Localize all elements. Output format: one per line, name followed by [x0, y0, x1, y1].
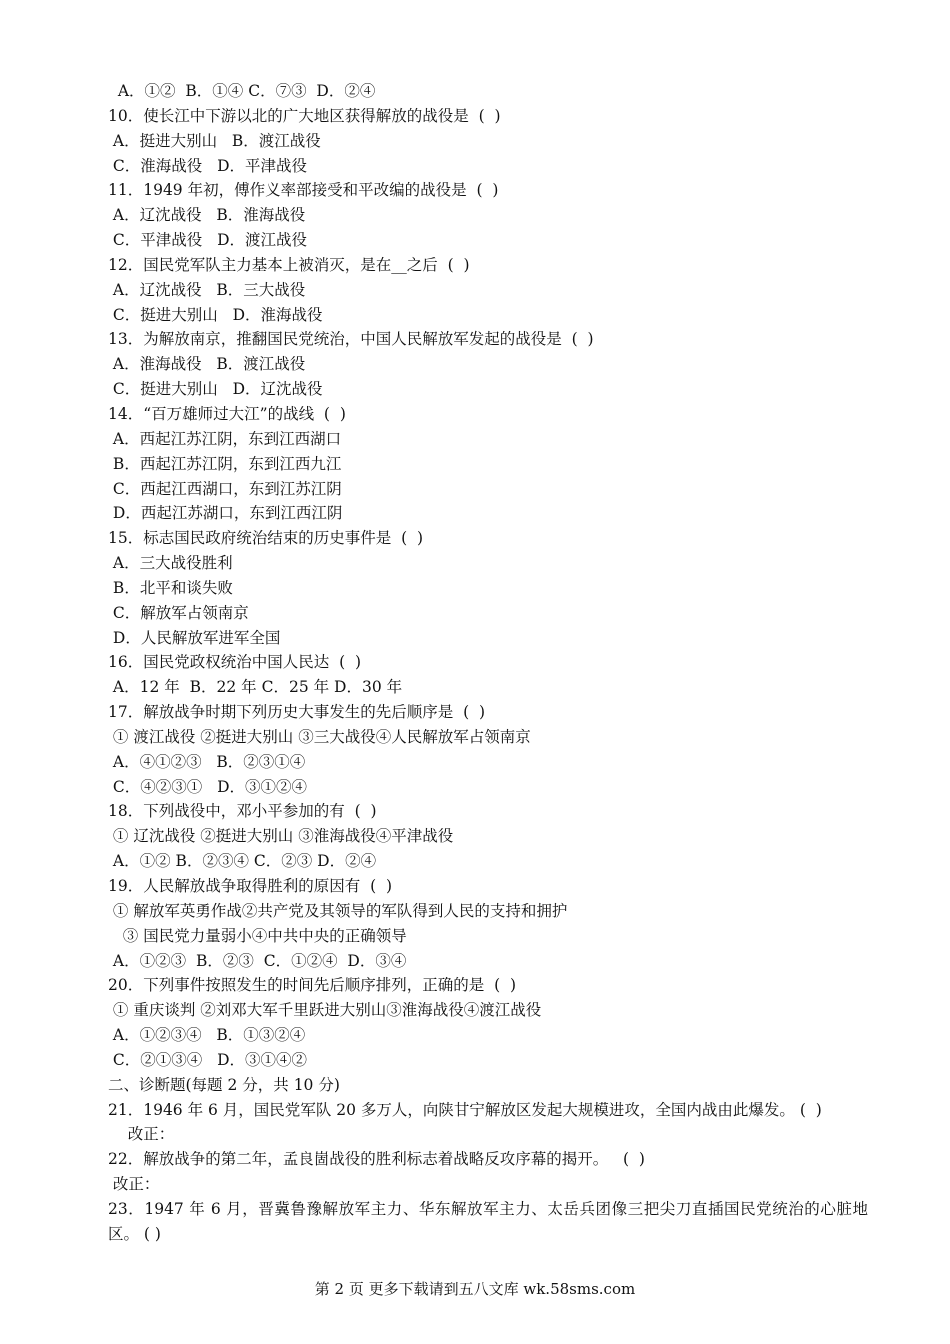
- text-line: D．西起江苏湖口，东到江西江阴: [108, 504, 343, 523]
- text-line: 15．标志国民政府统治结束的历史事件是 ( ): [108, 529, 424, 548]
- text-line: B．西起江苏江阴，东到江西九江: [108, 454, 342, 473]
- text-line: 19．人民解放战争取得胜利的原因有 ( ): [108, 877, 393, 895]
- text-line: C．④②③① D．③①②④: [108, 777, 307, 796]
- text-line: A．辽沈战役 B．淮海战役: [108, 206, 306, 225]
- text-line: 二、诊断题(每题 2 分，共 10 分): [108, 1075, 340, 1094]
- text-line: A．①② B．①④ C．⑦③ D．②④: [108, 82, 376, 100]
- text-line: 14．“百万雄师过大江”的战线 ( ): [108, 404, 346, 423]
- text-line: 17．解放战争时期下列历史大事发生的先后顺序是 ( ): [108, 703, 486, 722]
- text-line: 13．为解放南京，推翻国民党统治，中国人民解放军发起的战役是 ( ): [108, 330, 594, 349]
- text-line: A．三大战役胜利: [108, 554, 233, 573]
- text-line: 10．使长江中下游以北的广大地区获得解放的战役是 ( ): [108, 106, 501, 125]
- text-line: ① 渡江战役 ②挺进大别山 ③三大战役④人民解放军占领南京: [108, 727, 531, 746]
- text-line: 18．下列战役中，邓小平参加的有 ( ): [108, 802, 377, 821]
- text-line: ① 解放军英勇作战②共产党及其领导的军队得到人民的支持和拥护: [108, 901, 568, 920]
- question-23: 23．1947 年 6 月，晋冀鲁豫解放军主力、华东解放军主力、太岳兵团像三把尖刀直插国民党统治的心脏地区。 ( ): [108, 1199, 868, 1243]
- text-line: C．淮海战役 D．平津战役: [108, 156, 307, 175]
- text-line: A．12 年 B．22 年 C．25 年 D．30 年: [108, 678, 403, 697]
- text-line: C．挺进大别山 D．淮海战役: [108, 305, 323, 324]
- text-line: D．人民解放军进军全国: [108, 628, 281, 647]
- text-line: A．淮海战役 B．渡江战役: [108, 355, 306, 374]
- text-line: 改正：: [108, 1175, 160, 1194]
- text-line: 22．解放战争的第二年，孟良崮战役的胜利标志着战略反攻序幕的揭开。 ( ): [108, 1150, 645, 1169]
- text-line: A．辽沈战役 B．三大战役: [108, 280, 306, 299]
- text-line: A．①② B．②③④ C．②③ D．②④: [108, 852, 377, 871]
- text-line: ① 辽沈战役 ②挺进大别山 ③淮海战役④平津战役: [108, 827, 454, 846]
- page-footer: 第 2 页 更多下载请到五八文库 wk.58sms.com: [314, 1280, 636, 1298]
- text-line: C．挺进大别山 D．辽沈战役: [108, 380, 323, 399]
- text-line: A．①②③④ B．①③②④: [108, 1026, 306, 1045]
- text-line: C．②①③④ D．③①④②: [108, 1050, 307, 1069]
- text-line: C．平津战役 D．渡江战役: [108, 231, 307, 250]
- text-line: C．西起江西湖口，东到江苏江阴: [108, 479, 342, 498]
- text-line: A．西起江苏江阴，东到江西湖口: [108, 429, 342, 448]
- text-line: C．解放军占领南京: [108, 603, 249, 622]
- text-line: ③ 国民党力量弱小④中共中央的正确领导: [108, 926, 407, 945]
- text-line: A．④①②③ B．②③①④: [108, 752, 306, 771]
- text-line: 12．国民党军队主力基本上被消灭，是在__之后 ( ): [108, 255, 470, 274]
- text-line: 11．1949 年初，傅作义率部接受和平改编的战役是 ( ): [108, 181, 499, 200]
- text-line: ① 重庆谈判 ②刘邓大军千里跃进大别山③淮海战役④渡江战役: [108, 1001, 542, 1020]
- question-list: [108, 79, 868, 1247]
- text-line: A．①②③ B．②③ C．①②④ D．③④: [108, 951, 407, 970]
- text-line: B．北平和谈失败: [108, 578, 233, 597]
- text-line: 21．1946 年 6 月，国民党军队 20 多万人，向陕甘宁解放区发起大规模进攻，全国内战由此爆发。 ( ): [108, 1100, 822, 1119]
- text-line: 20．下列事件按照发生的时间先后顺序排列，正确的是 ( ): [108, 976, 517, 995]
- text-line: 16．国民党政权统治中国人民达 ( ): [108, 653, 362, 672]
- text-line: 改正：: [108, 1125, 175, 1144]
- text-line: A．挺进大别山 B．渡江战役: [108, 131, 321, 150]
